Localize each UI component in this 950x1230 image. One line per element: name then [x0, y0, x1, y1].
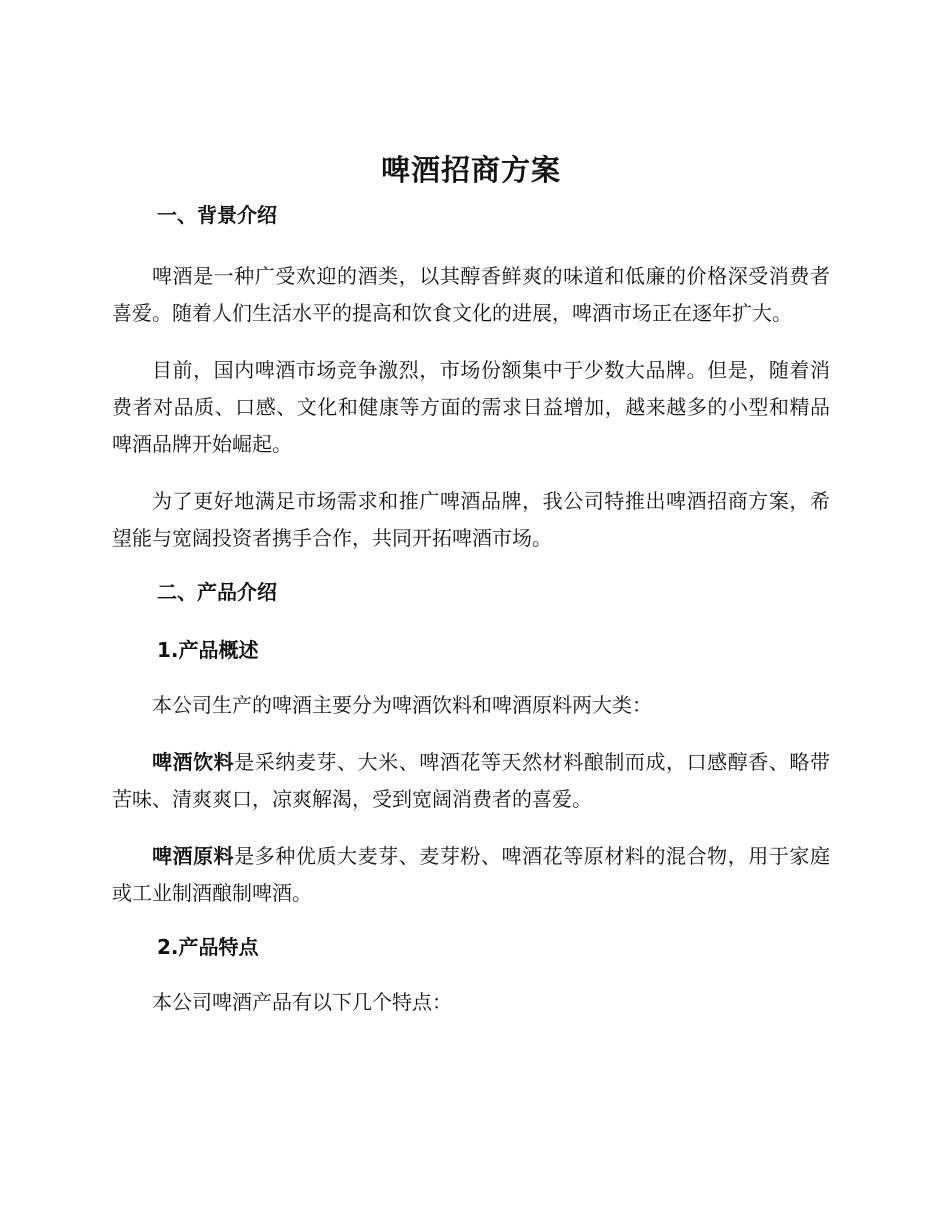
term-beer-drink: 啤酒饮料 — [152, 750, 235, 774]
section-heading-background: 一、背景介绍 — [157, 203, 277, 227]
section-heading-product: 二、产品介绍 — [157, 580, 277, 604]
paragraph-beer-material — [112, 838, 830, 912]
description-beer-drink: 是采纳麦芽、大米、啤酒花等天然材料酿制而成，口感醇香、略带苦味、清爽爽口，凉爽解渴，受到宽阔消费者的喜爱。 — [112, 750, 830, 811]
paragraph-beer-drink — [112, 744, 830, 818]
paragraph: 本公司生产的啤酒主要分为啤酒饮料和啤酒原料两大类： — [152, 693, 652, 717]
paragraph: 为了更好地满足市场需求和推广啤酒品牌，我公司特推出啤酒招商方案，希望能与宽阔投资者携手合作，共同开拓啤酒市场。 — [112, 489, 830, 550]
paragraph: 目前，国内啤酒市场竞争激烈，市场份额集中于少数大品牌。但是，随着消费者对品质、口感、文化和健康等方面的需求日益增加，越来越多的小型和精品啤酒品牌开始崛起。 — [112, 358, 830, 456]
paragraph: 本公司啤酒产品有以下几个特点： — [152, 990, 452, 1014]
paragraph: 啤酒是一种广受欢迎的酒类，以其醇香鲜爽的味道和低廉的价格深受消费者喜爱。随着人们生活水平的提高和饮食文化的进展，啤酒市场正在逐年扩大。 — [112, 264, 830, 325]
document-title: 啤酒招商方案 — [380, 153, 561, 187]
term-beer-material: 啤酒原料 — [152, 844, 235, 868]
subsection-heading-overview: 1.产品概述 — [157, 638, 259, 662]
subsection-heading-features: 2.产品特点 — [157, 935, 259, 959]
description-beer-material: 是多种优质大麦芽、麦芽粉、啤酒花等原材料的混合物，用于家庭或工业制酒酿制啤酒。 — [112, 844, 830, 905]
